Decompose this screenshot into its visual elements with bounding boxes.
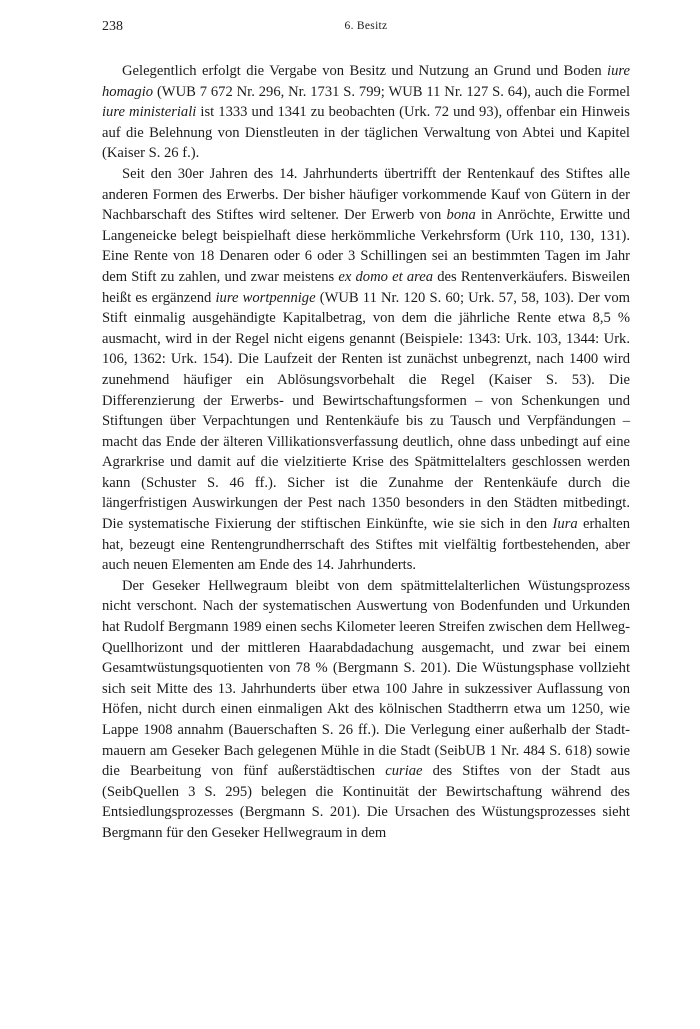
text-run: erhalten hat, bezeugt eine Rentengrundherrschaft des Stiftes mit vielfältig fortbestehenden, aber auch neuen Elementen am Ende des 14. Jahrhunderts. [102, 516, 630, 574]
running-head: 6. Besitz [344, 20, 388, 32]
italic-term: iure ministeriali [102, 104, 197, 121]
italic-term: bona [446, 207, 476, 224]
body-text [102, 61, 630, 844]
paragraph [102, 164, 630, 576]
text-run: Der Geseker Hellwegraum bleibt von dem spätmittelalterlichen Wüstungsprozess nicht verschont. Nach der systematischen Auswertung von Bodenfunden und Urkunden hat Rudolf Bergmann 1989 einen sechs Kilometer leeren Streifen zwischen dem Hellweg-Quellhorizont und der mittleren Haarabdadachung ausgemacht, und zwar bei einem Gesamtwüstungsquotienten von 78 % (Bergmann S. 201). Die Wüstungsphase vollzieht sich seit Mitte des 13. Jahrhunderts über etwa 100 Jahre in sukzessiver Auflassung von Höfen, nicht durch einen einmaligen Akt des kölnischen Stadtherrn etwa um 1250, wie Lappe 1908 annahm (Bauerschaften S. 26 ff.). Die Verlegung einer außerhalb der Stadtmauern am Geseker Bach gelegenen Mühle in die Stadt (SeibUB 1 Nr. 484 S. 618) sowie die Bearbeitung von fünf außerstädtischen [102, 577, 630, 780]
italic-term: ex domo et area [338, 268, 434, 285]
text-run: Gelegentlich erfolgt die Vergabe von Besitz und Nutzung an Grund und Boden [122, 63, 608, 79]
paragraph [102, 576, 630, 844]
text-run: (WUB 11 Nr. 120 S. 60; Urk. 57, 58, 103). Der vom Stift einmalig ausgehändigte Kapitalbetrag, von dem die jährliche Rente etwa 8,5 % ausmacht, wird in der Regel nicht eigens genannt (Beispiele: 1343: Urk. 103, 1344: Urk. 106, 1362: Urk. 154). Die Laufzeit der Renten ist zunächst unbegrenzt, nach 1400 wird zunehmend häufiger ein Ablösungsvorbehalt die Regel (Kaiser S. 53). Die Differenzierung der Erwerbs- und Bewirtschaftungsformen – von Schenkungen und Stiftungen über Verpachtungen und Rentenkäufe bis zu Tausch und Verpfändungen – macht das Ende der älteren Villikationsverfassung deutlich, ohne dass unbedingt auf eine Agrarkrise und damit auf die vielzitierte Krise des Spätmittelalters geschlossen werden kann (Schuster S. 46 ff.). Sicher ist die Zunahme der Rentenkäufe durch die längerfristigen Auswirkungen der Pest nach 1350 besonders in den Städten mitbedingt. Die systematische Fixierung der stiftischen Einkünfte, wie sie sich in den [102, 289, 630, 533]
page-number: 238 [102, 19, 123, 34]
italic-term: curiae [385, 763, 423, 780]
italic-term: iure homagio [102, 63, 630, 100]
text-run: (WUB 7 672 Nr. 296, Nr. 1731 S. 799; WUB 11 Nr. 127 S. 64), auch die Formel [153, 83, 630, 100]
text-run: in Anröchte, Erwitte und Langeneicke belegt beispielhaft diese herkömmliche Verkehrsform (Urk 110, 130, 131). Eine Rente von 18 Denaren oder 6 oder 3 Schillingen sei an bestimmten Tagen im Jahr dem Stift zu zahlen, und zwar meistens [102, 207, 630, 285]
text-run: ist 1333 und 1341 zu beobachten (Urk. 72 und 93), offenbar ein Hinweis auf die Belehnung von Dienstleuten in der täglichen Verwaltung von Abtei und Kapitel (Kaiser S. 26 f.). [102, 104, 630, 162]
text-run: Seit den 30er Jahren des 14. Jahrhunderts übertrifft der Rentenkauf des Stiftes alle anderen Formen des Erwerbs. Der bisher häufiger vorkommende Kauf von Gütern in der Nachbarschaft des Stiftes wird seltener. Der Erwerb von [102, 165, 630, 224]
text-run: des Rentenverkäufers. Bisweilen heißt es ergänzend [102, 268, 631, 306]
page-header [102, 19, 630, 41]
italic-term: iure wortpennige [215, 289, 316, 306]
text-run: des Stiftes von der Stadt aus (SeibQuellen 3 S. 295) belegen die Kontinuität der Bewirtschaftung während des Entsiedlungsprozesses (Bergmann S. 201). Die Ursachen des Wüstungsprozesses sieht Bergmann für den Geseker Hellwegraum in dem [102, 763, 630, 841]
italic-term: Iura [552, 516, 578, 533]
paragraph [102, 61, 630, 164]
